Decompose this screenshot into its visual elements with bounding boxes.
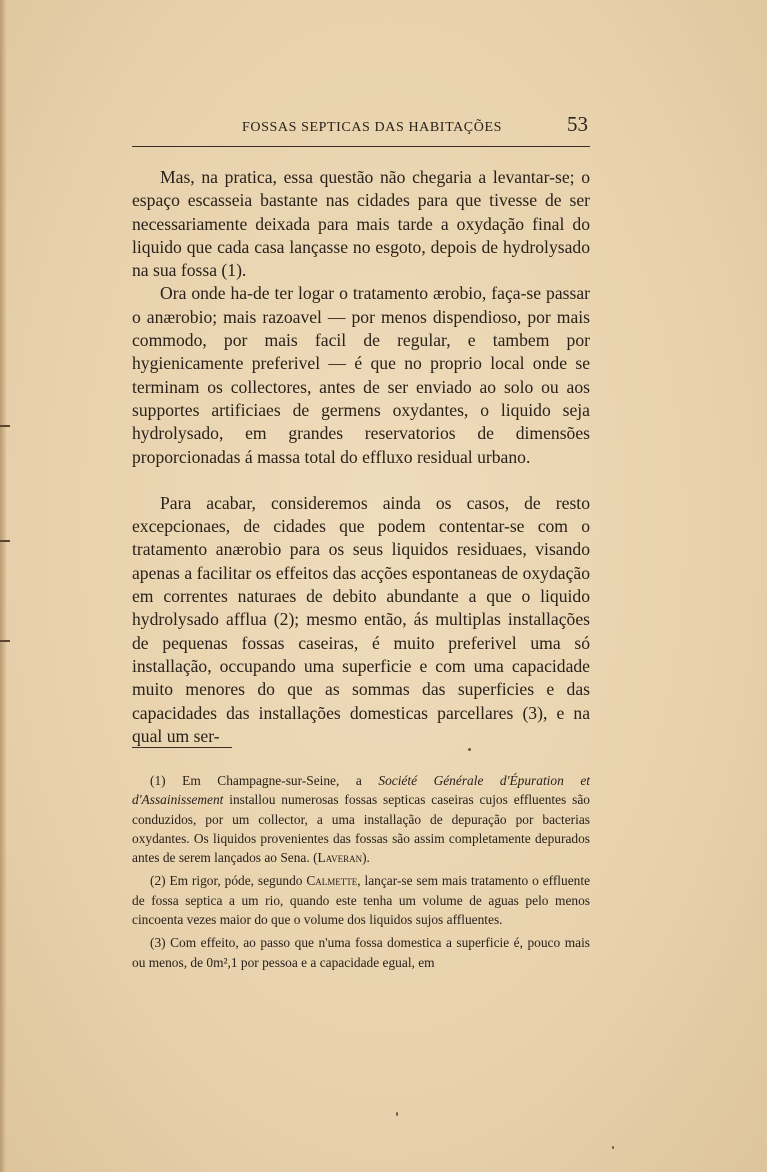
edge-mark bbox=[0, 540, 10, 542]
edge-mark bbox=[0, 425, 10, 427]
edge-mark bbox=[0, 640, 10, 642]
footnote-text: installou numerosas fossas septicas caseiras cujos effluentes são conduzidos, por um collector, a uma installação de depuração por bacterias oxydantes. Os liquidos provenientes das fossas são assim completamente depurados antes de serem lançados ao Sena. ( bbox=[132, 792, 590, 866]
print-speck bbox=[468, 748, 471, 751]
paragraph: Para acabar, consideremos ainda os casos, de resto excepcionaes, de cidades que podem contentar-se com o tratamento anærobio para os seus liquidos residuaes, visando apenas a facilitar os effeitos das acções espontaneas de oxydação em correntes naturaes de debito abundante a que o liquido hydrolysado afflua (2); mesmo então, ás multiplas installações de pequenas fossas caseiras, é muito preferivel uma só installação, occupando uma superficie e com uma capacidade muito menores do que as sommas das superficies e das capacidades das installações domesticas parcellares (3), e na qual um ser- bbox=[132, 492, 590, 746]
footnote-3: (3) Com effeito, ao passo que n'uma fossa domestica a superficie é, pouco mais ou menos, de 0m²,1 por pessoa e a capacidade egual, em bbox=[132, 935, 590, 970]
running-title: FOSSAS SEPTICAS DAS HABITAÇÕES bbox=[242, 120, 502, 135]
page-left-edge bbox=[0, 0, 6, 1172]
paragraph: Mas, na pratica, essa questão não chegaria a levantar-se; o espaço escasseia bastante nas cidades para que tivesse de ser necessariamente deixada para mais tarde a oxydação final do liquido que cada casa lançasse no esgoto, depois de hydrolysado na sua fossa (1). bbox=[132, 167, 590, 281]
footnote-text: , lançar-se sem mais tratamento o effluente de fossa septica a um rio, quando este tenha um volume de aguas pelo menos cincoenta vezes maior do que o volume dos liquidos sujos affluentes. bbox=[132, 873, 591, 928]
print-speck bbox=[612, 1146, 614, 1149]
footnote-1 bbox=[132, 771, 590, 867]
footnote-italic: Société Générale d'Épuration et d'Assainissement bbox=[132, 773, 590, 808]
footnote-rule bbox=[132, 747, 232, 748]
footnote-text: (2) Em rigor, póde, segundo bbox=[150, 873, 307, 889]
footnote-author: Calmette bbox=[306, 873, 358, 889]
page-number: 53 bbox=[567, 112, 588, 136]
footnote-2 bbox=[132, 871, 590, 929]
page-header bbox=[132, 112, 590, 147]
footnote-text: (1) Em Champagne-sur-Seine, a bbox=[150, 773, 379, 788]
footnote-author: Laveran bbox=[317, 850, 363, 866]
main-text bbox=[132, 166, 590, 748]
footnotes bbox=[132, 771, 590, 976]
paragraph: Ora onde ha-de ter logar o tratamento ærobio, faça-se passar o anærobio; mais razoavel — por menos dispendioso, por mais commodo, por mais facil de regular, e tambem por hygienicamente preferivel — é que no proprio local onde se terminam os collectores, antes de ser enviado ao solo ou aos supportes artificiaes de germens oxydantes, o liquido seja hydrolysado, em grandes reservatorios de dimensões proporcionadas á massa total do effluxo residual urbano. bbox=[132, 283, 590, 467]
print-speck bbox=[396, 1112, 398, 1116]
footnote-text: ). bbox=[362, 850, 370, 866]
